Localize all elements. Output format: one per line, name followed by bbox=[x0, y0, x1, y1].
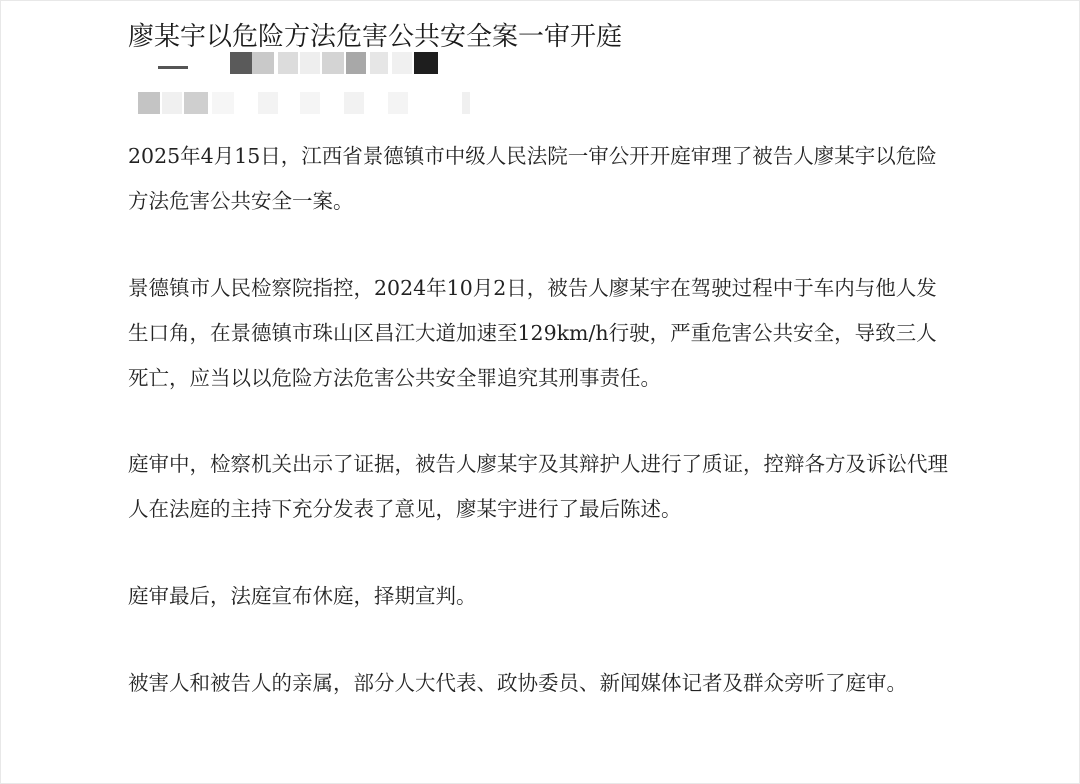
redaction-block bbox=[322, 52, 344, 74]
paragraph-prosecution: 景德镇市人民检察院指控，2024年10月2日，被告人廖某宇在驾驶过程中于车内与他人发生口角，在景德镇市珠山区昌江大道加速至129km/h行驶，严重危害公共安全，导致三人死亡，应当以以危险方法危害公共安全罪追究其刑事责任。 bbox=[128, 276, 937, 390]
paragraph-audience: 被害人和被告人的亲属，部分人大代表、政协委员、新闻媒体记者及群众旁听了庭审。 bbox=[128, 671, 907, 695]
redaction-block bbox=[162, 92, 182, 114]
redaction-block bbox=[258, 92, 278, 114]
redaction-block bbox=[158, 66, 188, 69]
redaction-block bbox=[462, 92, 470, 114]
redaction-block bbox=[278, 52, 298, 74]
redaction-block bbox=[138, 92, 160, 114]
redaction-block bbox=[230, 52, 252, 74]
redaction-block bbox=[344, 92, 364, 114]
redaction-block bbox=[346, 52, 366, 74]
paragraph-opening: 2025年4月15日，江西省景德镇市中级人民法院一审公开开庭审理了被告人廖某宇以危险方法危害公共安全一案。 bbox=[128, 144, 937, 213]
redaction-block bbox=[392, 52, 412, 74]
article-title: 廖某宇以危险方法危害公共安全案一审开庭 bbox=[128, 22, 623, 52]
redaction-block bbox=[212, 92, 234, 114]
redaction-block bbox=[388, 92, 408, 114]
redaction-block bbox=[300, 52, 320, 74]
paragraph-adjourn: 庭审最后，法庭宣布休庭，择期宣判。 bbox=[128, 584, 477, 608]
redaction-block bbox=[184, 92, 208, 114]
redaction-block bbox=[252, 52, 274, 74]
redaction-block bbox=[300, 92, 320, 114]
redaction-block bbox=[370, 52, 388, 74]
redaction-block bbox=[414, 52, 438, 74]
paragraph-trial: 庭审中，检察机关出示了证据，被告人廖某宇及其辩护人进行了质证，控辩各方及诉讼代理人在法庭的主持下充分发表了意见，廖某宇进行了最后陈述。 bbox=[128, 452, 948, 521]
